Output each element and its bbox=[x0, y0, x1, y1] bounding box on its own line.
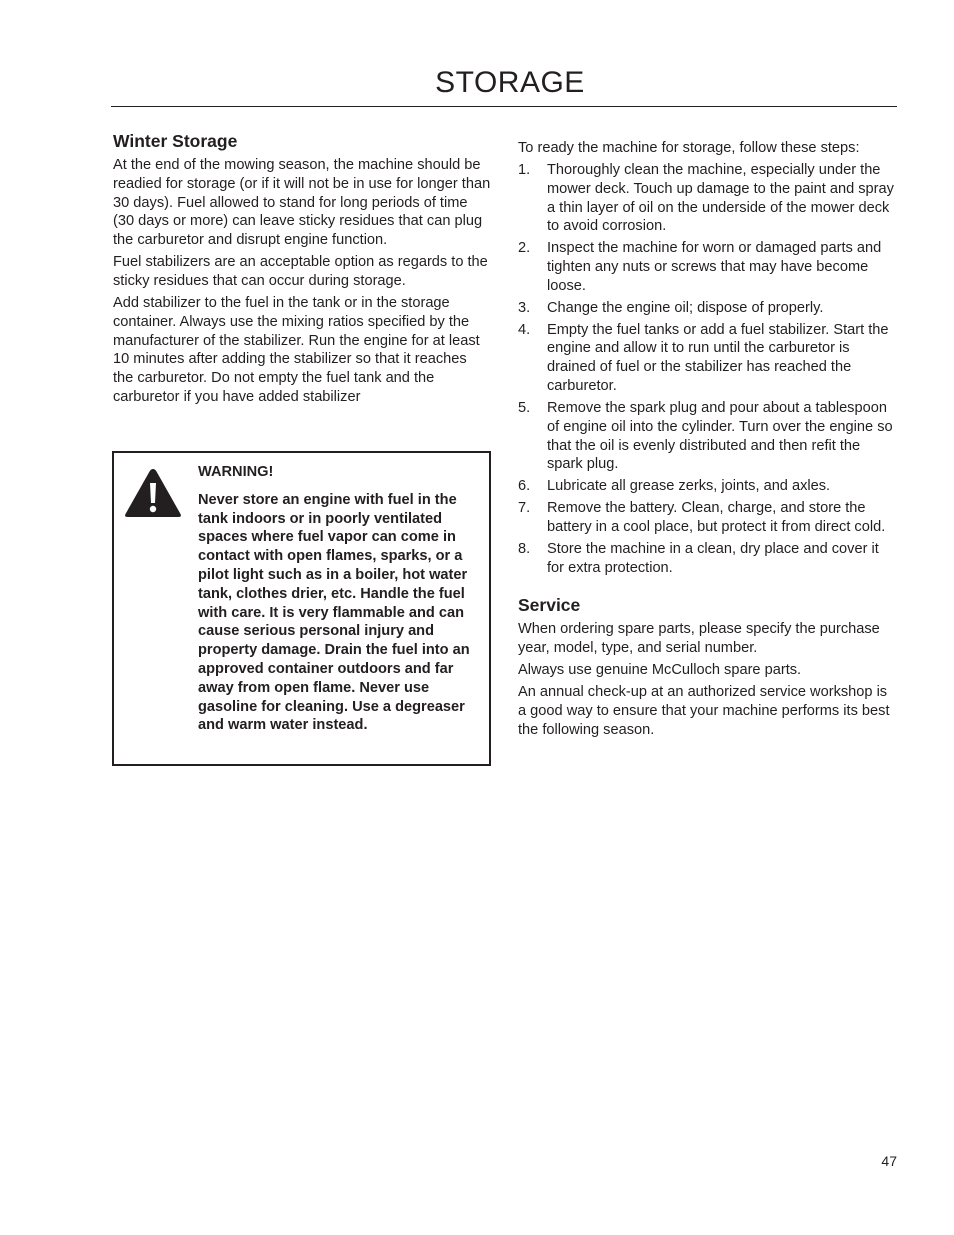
step-number: 1. bbox=[518, 161, 531, 178]
list-item bbox=[518, 239, 898, 295]
step-number: 4. bbox=[518, 321, 531, 338]
winter-storage-paragraph: Fuel stabilizers are an acceptable option as regards to the sticky residues that can occur during storage. bbox=[113, 254, 488, 289]
warning-box bbox=[112, 451, 491, 766]
list-item bbox=[518, 299, 898, 318]
steps-list bbox=[518, 161, 898, 577]
step-text: Change the engine oil; dispose of properly. bbox=[547, 299, 824, 316]
list-item bbox=[518, 161, 898, 236]
steps-intro: To ready the machine for storage, follow these steps: bbox=[518, 140, 860, 156]
step-number: 8. bbox=[518, 540, 531, 557]
warning-text-block bbox=[198, 463, 488, 735]
service-paragraph: An annual check-up at an authorized service workshop is a good way to ensure that your machine performs its best the following season. bbox=[518, 684, 890, 738]
step-text: Remove the spark plug and pour about a tablespoon of engine oil into the cylinder. Turn over the engine so that the oil is evenly distributed and then refit the spark plug. bbox=[547, 399, 893, 473]
page-number: 47 bbox=[881, 1153, 897, 1169]
step-number: 5. bbox=[518, 399, 531, 416]
step-text: Inspect the machine for worn or damaged parts and tighten any nuts or screws that may have become loose. bbox=[547, 240, 882, 294]
service-paragraph: Always use genuine McCulloch spare parts. bbox=[518, 662, 802, 679]
warning-body: Never store an engine with fuel in the tank indoors or in poorly ventilated spaces where fuel vapor can come in contact with open flames, sparks, or a pilot light such as in a boiler, hot water tank, clothes drier, etc. Handle the fuel with care. It is very flammable and can cause serious personal injury and property damage. Drain the fuel into an approved container outdoors and far away from open flame. Never use gasoline for cleaning. Use a degreaser and warm water instead. bbox=[198, 491, 470, 734]
warning-heading: WARNING! bbox=[198, 464, 274, 480]
storage-steps-section bbox=[518, 139, 898, 743]
step-text: Empty the fuel tanks or add a fuel stabilizer. Start the engine and allow it to run until the carburetor is drained of fuel or the stabilizer has reached the carburetor. bbox=[547, 321, 889, 395]
warning-triangle-icon bbox=[123, 466, 183, 520]
step-number: 2. bbox=[518, 240, 531, 257]
winter-storage-paragraph: At the end of the mowing season, the machine should be readied for storage (or if it will not be in use for longer than 30 days). Fuel allowed to stand for long periods of time (30 days or more) can leave sticky residues that can plug the carburetor and disrupt engine function. bbox=[113, 157, 491, 249]
step-text: Lubricate all grease zerks, joints, and axles. bbox=[547, 478, 831, 495]
winter-storage-heading: Winter Storage bbox=[113, 131, 238, 151]
list-item bbox=[518, 540, 898, 578]
service-heading: Service bbox=[518, 595, 581, 616]
title-divider bbox=[111, 106, 897, 107]
winter-storage-paragraph: Add stabilizer to the fuel in the tank or in the storage container. Always use the mixing ratios specified by the manufacturer of the stabilizer. Run the engine for at least 10 minutes after adding the stabilizer so that it reaches the carburetor. Do not empty the fuel tank and the carburetor if you have added stabilizer bbox=[113, 294, 480, 405]
step-number: 7. bbox=[518, 500, 531, 517]
list-item bbox=[518, 399, 898, 474]
step-number: 3. bbox=[518, 299, 531, 316]
step-number: 6. bbox=[518, 478, 531, 495]
list-item bbox=[518, 499, 898, 537]
step-text: Thoroughly clean the machine, especially under the mower deck. Touch up damage to the paint and spray a thin layer of oil on the underside of the mower deck to avoid corrosion. bbox=[547, 161, 894, 235]
service-paragraph: When ordering spare parts, please specify the purchase year, model, type, and serial number. bbox=[518, 621, 880, 657]
list-item bbox=[518, 477, 898, 496]
winter-storage-section bbox=[113, 130, 491, 410]
list-item bbox=[518, 321, 898, 396]
page-title: STORAGE bbox=[435, 66, 585, 99]
step-text: Remove the battery. Clean, charge, and store the battery in a cool place, but protect it from direct cold. bbox=[547, 500, 886, 535]
step-text: Store the machine in a clean, dry place and cover it for extra protection. bbox=[547, 540, 879, 576]
